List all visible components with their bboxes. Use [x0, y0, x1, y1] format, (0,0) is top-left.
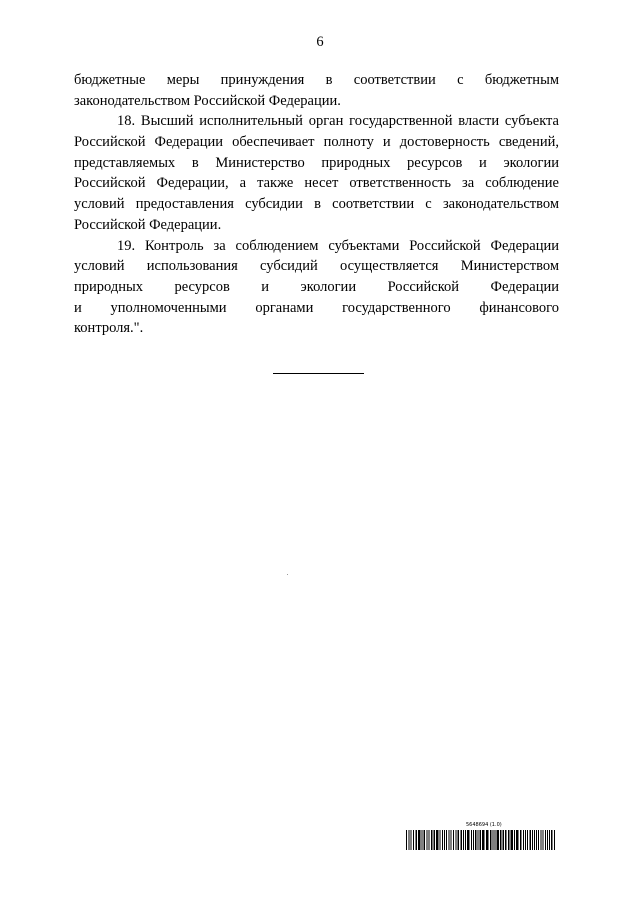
barcode-bar — [473, 830, 474, 850]
barcode-bar — [424, 830, 426, 850]
barcode-bar — [444, 830, 445, 850]
barcode-bar — [554, 830, 555, 850]
barcode-bar — [475, 830, 477, 850]
text-line: представляемых в Министерство природных ресурсов и экологии — [74, 154, 559, 171]
text-line: Российской Федерации обеспечивает полноту и достоверность сведений, — [74, 134, 559, 151]
text-line: и уполномоченными органами государственного финансового — [74, 299, 559, 316]
paragraph-continuation — [74, 70, 559, 111]
barcode-bar — [545, 830, 546, 850]
barcode-bar — [497, 830, 500, 850]
barcode-bar — [422, 830, 423, 850]
barcode-bar — [549, 830, 550, 850]
barcode-bar — [527, 830, 528, 850]
barcode-bar — [480, 830, 482, 850]
barcode-bar — [440, 830, 441, 850]
barcode-bar — [532, 830, 533, 850]
barcode-bar — [516, 830, 519, 850]
barcode-bar — [442, 830, 443, 850]
end-separator-line — [273, 373, 364, 374]
barcode-bar — [511, 830, 514, 850]
barcode-bar — [534, 830, 535, 850]
barcode-bar — [505, 830, 507, 850]
text-line: природных ресурсов и экологии Российской Федерации — [74, 278, 559, 295]
text-line: законодательством Российской Федерации. — [74, 92, 341, 109]
document-body — [74, 70, 559, 339]
barcode-bar — [436, 830, 439, 850]
barcode-bar — [458, 830, 460, 850]
text-line: 18. Высший исполнительный орган государственной власти субъекта — [117, 113, 559, 130]
barcode-bar — [520, 830, 522, 850]
barcode-bar — [508, 830, 510, 850]
barcode-bar — [514, 830, 515, 850]
text-line: условий предоставления субсидии в соответствии с законодательством — [74, 196, 559, 213]
barcode-icon — [406, 830, 558, 850]
barcode-bar — [482, 830, 485, 850]
document-barcode — [406, 822, 558, 852]
barcode-bar — [471, 830, 472, 850]
barcode-bar — [456, 830, 457, 850]
paragraph-item-19 — [74, 236, 559, 339]
barcode-bar — [446, 830, 447, 850]
text-line: условий использования субсидий осуществляется Министерством — [74, 258, 559, 275]
barcode-bar — [413, 830, 414, 850]
barcode-bar — [416, 830, 418, 850]
barcode-bar — [495, 830, 496, 850]
barcode-bar — [493, 830, 494, 850]
barcode-bar — [465, 830, 466, 850]
barcode-bar — [525, 830, 526, 850]
barcode-bar — [427, 830, 428, 850]
barcode-bar — [547, 830, 548, 850]
barcode-bar — [434, 830, 436, 850]
scan-speck — [287, 574, 288, 575]
barcode-bar — [461, 830, 463, 850]
barcode-bar — [543, 830, 544, 850]
barcode-bar — [551, 830, 553, 850]
barcode-bar — [500, 830, 502, 850]
text-line: контроля.". — [74, 320, 144, 337]
barcode-label: 5648694 (1.0) — [466, 822, 502, 828]
barcode-bar — [411, 830, 412, 850]
barcode-bar — [449, 830, 450, 850]
barcode-bar — [406, 830, 407, 850]
text-line: Российской Федерации, а также несет ответственность за соблюдение — [74, 175, 559, 192]
barcode-bar — [467, 830, 470, 850]
barcode-bar — [478, 830, 479, 850]
barcode-bar — [486, 830, 489, 850]
barcode-bar — [536, 830, 537, 850]
paragraph-item-18 — [74, 111, 559, 235]
barcode-bar — [538, 830, 539, 850]
barcode-bar — [451, 830, 452, 850]
page-number: 6 — [316, 34, 324, 50]
barcode-bar — [429, 830, 430, 850]
barcode-bar — [530, 830, 532, 850]
text-line: Российской Федерации. — [74, 216, 222, 233]
barcode-bar — [523, 830, 524, 850]
barcode-bar — [453, 830, 454, 850]
barcode-bar — [503, 830, 505, 850]
text-line: бюджетные меры принуждения в соответствии с бюджетным — [74, 72, 559, 88]
barcode-bar — [490, 830, 492, 850]
barcode-bar — [431, 830, 433, 850]
barcode-bar — [409, 830, 410, 850]
barcode-bar — [463, 830, 464, 850]
text-line: 19. Контроль за соблюдением субъектами Российской Федерации — [117, 237, 559, 254]
barcode-bar — [541, 830, 542, 850]
barcode-bar — [418, 830, 421, 850]
